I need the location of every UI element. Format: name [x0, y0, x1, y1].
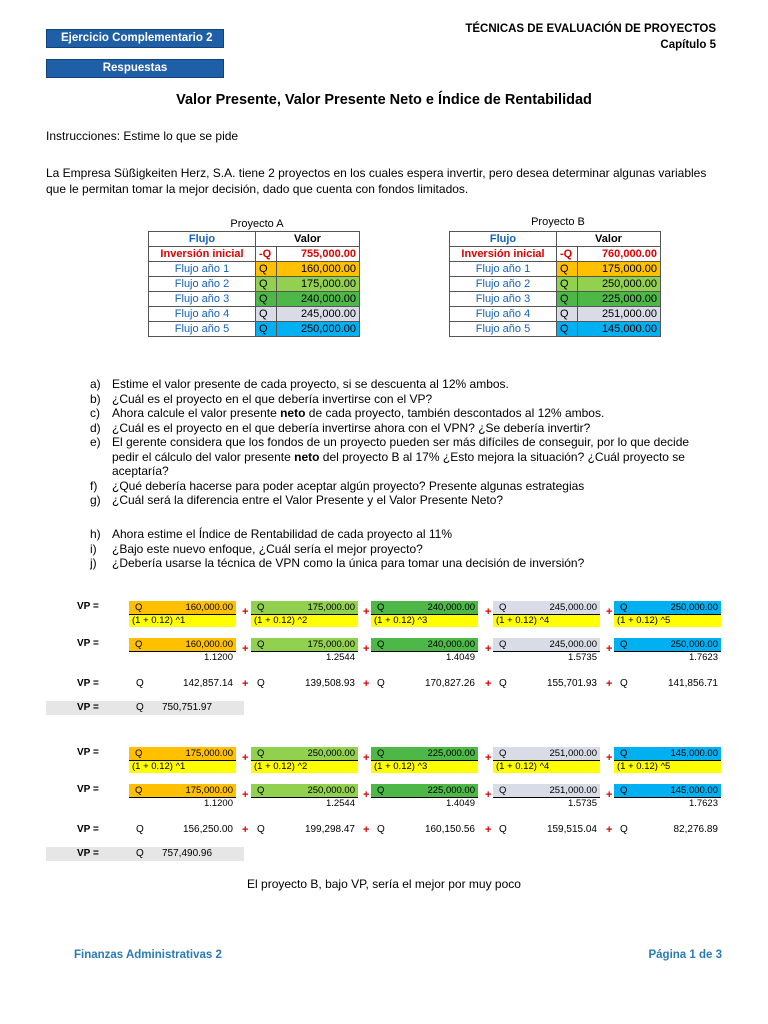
- flow-label: Flujo año 5: [450, 322, 557, 337]
- flow-label: Flujo año 5: [149, 322, 256, 337]
- flow-value: 250,000.00: [670, 639, 718, 650]
- denominator: (1 + 0.12) ^1: [129, 615, 236, 627]
- table-row: [149, 277, 360, 292]
- flow-value: 250,000.00: [307, 785, 355, 796]
- present-value: 159,515.04: [546, 824, 597, 835]
- currency-symbol: Q: [257, 785, 265, 796]
- exercise-tag: [46, 29, 224, 48]
- question-g: g) ¿Cuál será la diferencia entre el Valor Presente y el Valor Presente Neto?: [90, 493, 504, 507]
- present-value: 170,827.26: [424, 678, 475, 689]
- flow-cell: [614, 784, 721, 797]
- currency-symbol: Q: [499, 748, 507, 759]
- table-row: [149, 307, 360, 322]
- present-value: 155,701.93: [546, 678, 597, 689]
- page-title: Valor Presente, Valor Presente Neto e Índice de Rentabilidad: [176, 92, 592, 108]
- currency-symbol: Q: [499, 785, 507, 796]
- flow-cell: [129, 784, 236, 797]
- denominator: (1 + 0.12) ^3: [371, 615, 478, 627]
- currency-symbol: Q: [499, 639, 507, 650]
- plus-sign: +: [363, 752, 370, 764]
- plus-sign: +: [242, 752, 249, 764]
- flow-value: 175,000.00: [185, 748, 233, 759]
- present-value: 142,857.14: [182, 678, 233, 689]
- vp-total-label: VP =: [77, 848, 99, 859]
- intro-line-1: La Empresa Süßigkeiten Herz, S.A. tiene 2 proyectos en los cuales espera invertir, pero desea determinar algunas variables: [46, 166, 707, 180]
- question-c: c) Ahora calcule el valor presente neto de cada proyecto, también descontados al 12% ambos.: [90, 406, 605, 420]
- plus-sign: +: [485, 824, 492, 836]
- discount-factor: 1.1200: [203, 798, 233, 809]
- vp-label: VP =: [77, 678, 99, 689]
- header-flujo: Flujo: [149, 232, 256, 247]
- currency-symbol: Q: [135, 785, 143, 796]
- chapter-label: Capítulo 5: [660, 39, 716, 51]
- plus-sign: +: [485, 752, 492, 764]
- plus-sign: +: [242, 789, 249, 801]
- currency-symbol: Q: [377, 748, 385, 759]
- currency-symbol: Q: [135, 639, 143, 650]
- footer-page: Página 1 de 3: [648, 949, 722, 961]
- plus-sign: +: [606, 643, 613, 655]
- flow-value: 145,000.00: [670, 748, 718, 759]
- currency-symbol: Q: [557, 307, 578, 322]
- plus-sign: +: [363, 678, 370, 690]
- flow-cell: [251, 601, 358, 614]
- question-j: j) ¿Debería usarse la técnica de VPN como la única para tomar una decisión de inversión?: [90, 556, 585, 570]
- header-valor: Valor: [256, 232, 360, 247]
- flow-label: Flujo año 4: [149, 307, 256, 322]
- intro-line-2: que le permitan tomar la mejor decisión, dado que cuenta con fondos limitados.: [46, 182, 469, 196]
- plus-sign: +: [606, 678, 613, 690]
- currency-symbol: Q: [377, 678, 385, 689]
- currency-symbol: Q: [499, 602, 507, 613]
- flow-value: 245,000.00: [277, 307, 360, 322]
- initial-value: 760,000.00: [578, 247, 661, 262]
- discount-factor: 1.5735: [567, 652, 597, 663]
- instructions: Instrucciones: Estime lo que se pide: [46, 129, 239, 143]
- vp-label: VP =: [77, 747, 99, 758]
- flow-value: 160,000.00: [185, 639, 233, 650]
- flow-cell: [129, 601, 236, 614]
- question-a: a) Estime el valor presente de cada proyecto, si se descuenta al 12% ambos.: [90, 377, 509, 391]
- plus-sign: +: [363, 606, 370, 618]
- question-e: e) El gerente considera que los fondos de un proyecto pueden ser más difíciles de conseguir, por lo que decide pedir el cálculo del valor presente neto del proyecto B al 17% ¿Esto mejora la situación? ¿Cuál proyecto se aceptaría?: [90, 435, 690, 478]
- currency-symbol: Q: [257, 678, 265, 689]
- question-i: i) ¿Bajo este nuevo enfoque, ¿Cuál sería el mejor proyecto?: [90, 541, 423, 556]
- currency-symbol: Q: [499, 678, 507, 689]
- currency-symbol: Q: [256, 307, 277, 322]
- plus-sign: +: [242, 606, 249, 618]
- currency-symbol: Q: [257, 748, 265, 759]
- flow-value: 240,000.00: [277, 292, 360, 307]
- currency-symbol: Q: [136, 702, 144, 713]
- present-value: 139,508.93: [304, 678, 355, 689]
- currency-symbol: Q: [377, 824, 385, 835]
- currency-symbol: Q: [620, 824, 628, 835]
- flow-value: 240,000.00: [427, 602, 475, 613]
- questions-list-2: [90, 527, 730, 571]
- flow-value: 175,000.00: [578, 262, 661, 277]
- answers-tag: [46, 59, 224, 78]
- vp-label: VP =: [77, 824, 99, 835]
- flow-cell: [493, 638, 600, 651]
- currency-symbol: Q: [557, 277, 578, 292]
- question-d: d) ¿Cuál es el proyecto en el que debería invertirse ahora con el VPN? ¿Se debería invertir?: [90, 420, 591, 435]
- denominator: (1 + 0.12) ^4: [493, 615, 600, 627]
- table-row: [450, 322, 661, 337]
- plus-sign: +: [485, 606, 492, 618]
- vp-total-label: VP =: [77, 702, 99, 713]
- present-value: 199,298.47: [304, 824, 355, 835]
- plus-sign: +: [606, 824, 613, 836]
- flow-value: 225,000.00: [427, 785, 475, 796]
- flow-cell: [251, 747, 358, 760]
- denominator: (1 + 0.12) ^5: [614, 761, 721, 773]
- question-h: h) Ahora estime el Índice de Rentabilidad de cada proyecto al 11%: [90, 527, 452, 541]
- flow-cell: [129, 747, 236, 760]
- flow-cell: [493, 784, 600, 797]
- plus-sign: +: [606, 606, 613, 618]
- flow-label: Flujo año 1: [450, 262, 557, 277]
- discount-factor: 1.4049: [445, 798, 475, 809]
- table-row: [149, 322, 360, 337]
- flow-value: 160,000.00: [185, 602, 233, 613]
- flow-value: 251,000.00: [549, 748, 597, 759]
- currency-symbol: Q: [257, 824, 265, 835]
- initial-value: 755,000.00: [277, 247, 360, 262]
- table-row-initial: [450, 247, 661, 262]
- questions-list-1: [90, 377, 730, 508]
- currency-symbol: Q: [257, 602, 265, 613]
- header-flujo: Flujo: [450, 232, 557, 247]
- table-row: [450, 307, 661, 322]
- table-row-initial: [149, 247, 360, 262]
- plus-sign: +: [242, 824, 249, 836]
- project-a-caption: Proyecto A: [230, 218, 284, 230]
- flow-cell: [614, 601, 721, 614]
- currency-symbol: Q: [557, 292, 578, 307]
- question-f: f) ¿Qué debería hacerse para poder aceptar algún proyecto? Presente algunas estrategias: [90, 478, 585, 493]
- discount-factor: 1.5735: [567, 798, 597, 809]
- flow-value: 250,000.00: [578, 277, 661, 292]
- flow-cell: [371, 747, 478, 760]
- currency-neg: -Q: [557, 247, 578, 262]
- answers-tag-label: Respuestas: [102, 62, 168, 74]
- currency-symbol: Q: [620, 678, 628, 689]
- footer-course: Finanzas Administrativas 2: [74, 949, 222, 961]
- flow-value: 250,000.00: [277, 322, 360, 337]
- plus-sign: +: [363, 643, 370, 655]
- discount-factor: 1.2544: [325, 652, 355, 663]
- table-row: [149, 262, 360, 277]
- flow-value: 175,000.00: [277, 277, 360, 292]
- currency-symbol: Q: [136, 824, 144, 835]
- denominator: (1 + 0.12) ^2: [251, 761, 358, 773]
- conclusion: El proyecto B, bajo VP, sería el mejor por muy poco: [247, 877, 521, 891]
- flow-cell: [493, 601, 600, 614]
- table-row: [450, 292, 661, 307]
- discount-factor: 1.7623: [688, 652, 718, 663]
- denominator: (1 + 0.12) ^2: [251, 615, 358, 627]
- flow-cell: [614, 638, 721, 651]
- flow-cell: [251, 784, 358, 797]
- flow-label: Flujo año 4: [450, 307, 557, 322]
- denominator: (1 + 0.12) ^4: [493, 761, 600, 773]
- flow-value: 225,000.00: [427, 748, 475, 759]
- total-row-bg: [46, 847, 244, 861]
- currency-symbol: Q: [557, 262, 578, 277]
- currency-symbol: Q: [136, 678, 144, 689]
- currency-symbol: Q: [620, 639, 628, 650]
- flow-cell: [129, 638, 236, 651]
- present-value: 156,250.00: [182, 824, 233, 835]
- currency-symbol: Q: [557, 322, 578, 337]
- flow-label: Flujo año 3: [450, 292, 557, 307]
- flow-cell: [251, 638, 358, 651]
- plus-sign: +: [606, 789, 613, 801]
- currency-symbol: Q: [135, 748, 143, 759]
- flow-value: 145,000.00: [578, 322, 661, 337]
- exercise-tag-label: Ejercicio Complementario 2: [61, 32, 213, 44]
- flow-cell: [493, 747, 600, 760]
- vp-label: VP =: [77, 784, 99, 795]
- flow-cell: [371, 638, 478, 651]
- plus-sign: +: [485, 678, 492, 690]
- plus-sign: +: [606, 752, 613, 764]
- currency-symbol: Q: [256, 322, 277, 337]
- table-header-row: [450, 232, 661, 247]
- discount-factor: 1.4049: [445, 652, 475, 663]
- currency-symbol: Q: [136, 848, 144, 859]
- flow-label: Flujo año 1: [149, 262, 256, 277]
- plus-sign: +: [363, 824, 370, 836]
- currency-symbol: Q: [256, 262, 277, 277]
- flow-value: 240,000.00: [427, 639, 475, 650]
- denominator: (1 + 0.12) ^5: [614, 615, 721, 627]
- flow-value: 160,000.00: [277, 262, 360, 277]
- plus-sign: +: [242, 678, 249, 690]
- project-a-table: [148, 231, 360, 337]
- currency-symbol: Q: [377, 602, 385, 613]
- flow-value: 251,000.00: [578, 307, 661, 322]
- currency-neg: -Q: [256, 247, 277, 262]
- initial-label: Inversión inicial: [149, 247, 256, 262]
- flow-value: 175,000.00: [307, 602, 355, 613]
- flow-value: 175,000.00: [307, 639, 355, 650]
- project-b-caption: Proyecto B: [531, 216, 585, 228]
- plus-sign: +: [485, 789, 492, 801]
- flow-value: 250,000.00: [307, 748, 355, 759]
- flow-value: 145,000.00: [670, 785, 718, 796]
- flow-value: 250,000.00: [670, 602, 718, 613]
- currency-symbol: Q: [377, 639, 385, 650]
- total-row-bg: [46, 701, 244, 715]
- discount-factor: 1.2544: [325, 798, 355, 809]
- plus-sign: +: [363, 789, 370, 801]
- question-b: b) ¿Cuál es el proyecto en el que debería invertirse con el VP?: [90, 391, 433, 406]
- currency-symbol: Q: [377, 785, 385, 796]
- flow-value: 225,000.00: [578, 292, 661, 307]
- flow-label: Flujo año 3: [149, 292, 256, 307]
- initial-label: Inversión inicial: [450, 247, 557, 262]
- table-row: [149, 292, 360, 307]
- currency-symbol: Q: [499, 824, 507, 835]
- currency-symbol: Q: [257, 639, 265, 650]
- flow-label: Flujo año 2: [450, 277, 557, 292]
- flow-cell: [371, 784, 478, 797]
- currency-symbol: Q: [620, 748, 628, 759]
- header-valor: Valor: [557, 232, 661, 247]
- flow-value: 245,000.00: [549, 602, 597, 613]
- total-present-value: 757,490.96: [162, 848, 213, 859]
- discount-factor: 1.1200: [203, 652, 233, 663]
- plus-sign: +: [242, 643, 249, 655]
- flow-value: 251,000.00: [549, 785, 597, 796]
- course-title: TÉCNICAS DE EVALUACIÓN DE PROYECTOS: [465, 23, 716, 35]
- currency-symbol: Q: [256, 277, 277, 292]
- currency-symbol: Q: [620, 785, 628, 796]
- vp-label: VP =: [77, 638, 99, 649]
- table-row: [450, 262, 661, 277]
- present-value: 141,856.71: [667, 678, 718, 689]
- flow-cell: [614, 747, 721, 760]
- table-row: [450, 277, 661, 292]
- total-present-value: 750,751.97: [162, 702, 213, 713]
- project-b-table: [449, 231, 661, 337]
- flow-value: 245,000.00: [549, 639, 597, 650]
- discount-factor: 1.7623: [688, 798, 718, 809]
- denominator: (1 + 0.12) ^1: [129, 761, 236, 773]
- currency-symbol: Q: [256, 292, 277, 307]
- present-value: 82,276.89: [673, 824, 718, 835]
- flow-label: Flujo año 2: [149, 277, 256, 292]
- denominator: (1 + 0.12) ^3: [371, 761, 478, 773]
- flow-cell: [371, 601, 478, 614]
- currency-symbol: Q: [620, 602, 628, 613]
- present-value: 160,150.56: [424, 824, 475, 835]
- plus-sign: +: [485, 643, 492, 655]
- table-header-row: [149, 232, 360, 247]
- flow-value: 175,000.00: [185, 785, 233, 796]
- currency-symbol: Q: [135, 602, 143, 613]
- vp-label: VP =: [77, 601, 99, 612]
